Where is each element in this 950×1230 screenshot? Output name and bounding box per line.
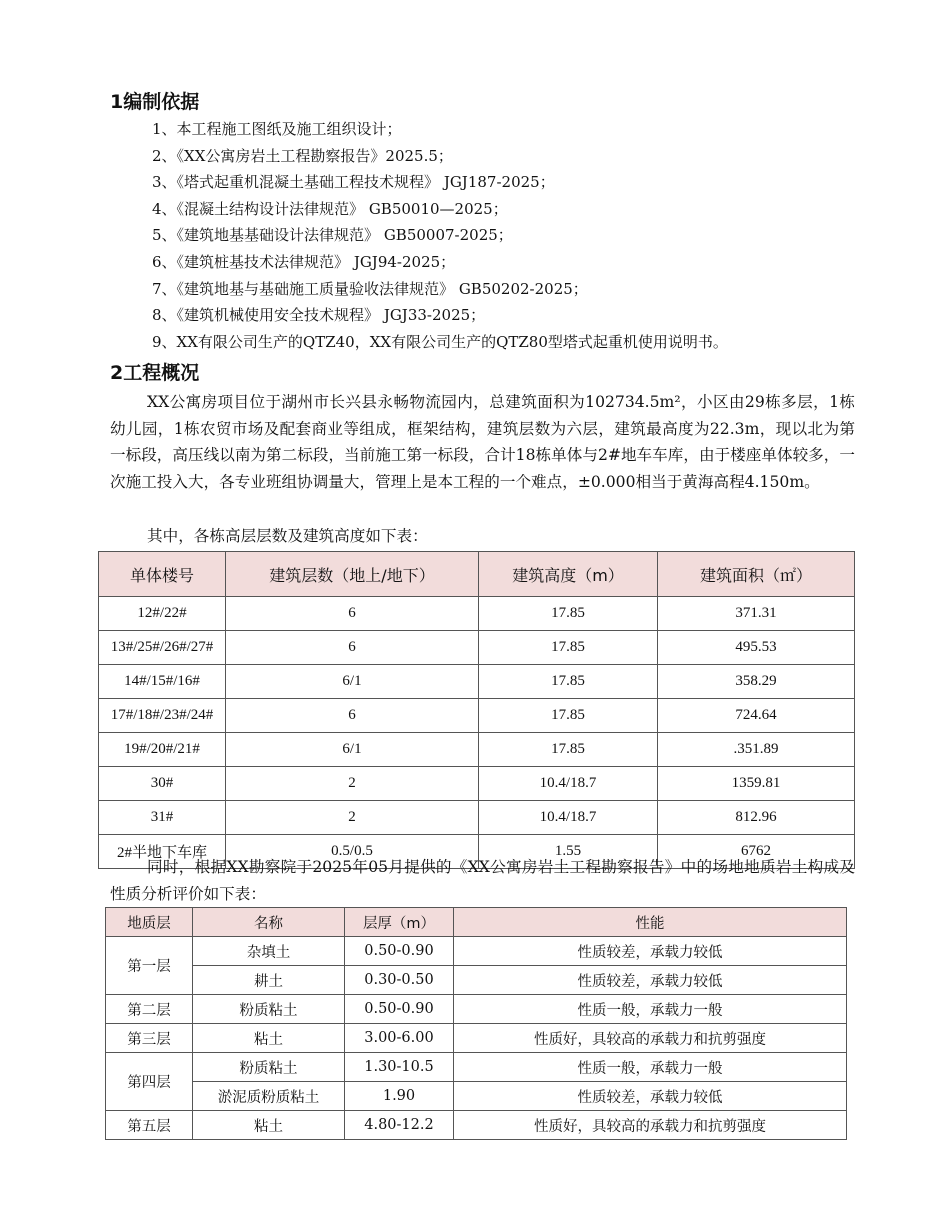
column-header: 名称 — [193, 908, 345, 937]
reference-item: 7、《建筑地基与基础施工质量验收法律规范》 GB50202-2025； — [152, 280, 588, 298]
layer-label: 第四层 — [106, 1053, 193, 1111]
floors: 6/1 — [226, 733, 479, 767]
table1-intro: 其中，各栋高层层数及建筑高度如下表： — [147, 527, 428, 545]
building-id: 14#/15#/16# — [99, 665, 226, 699]
soil-property: 性质好，具较高的承载力和抗剪强度 — [454, 1111, 847, 1140]
floors: 2 — [226, 801, 479, 835]
table-row — [99, 631, 855, 665]
area: 6762 — [658, 835, 855, 869]
area: 1359.81 — [658, 767, 855, 801]
soil-property: 性质较差，承载力较低 — [454, 966, 847, 995]
layer-thickness: 1.90 — [345, 1082, 454, 1111]
reference-item: 2、《XX公寓房岩土工程勘察报告》2025.5； — [152, 147, 453, 165]
reference-item: 6、《建筑桩基技术法律规范》 JGJ94-2025； — [152, 253, 456, 271]
height: 10.4/18.7 — [479, 767, 658, 801]
soil-property: 性质好，具较高的承载力和抗剪强度 — [454, 1024, 847, 1053]
table-row — [99, 767, 855, 801]
height: 17.85 — [479, 631, 658, 665]
floors: 2 — [226, 767, 479, 801]
floors: 6 — [226, 699, 479, 733]
layer-thickness: 1.30-10.5 — [345, 1053, 454, 1082]
layer-label: 第一层 — [106, 937, 193, 995]
table-row — [99, 801, 855, 835]
soil-name: 耕土 — [193, 966, 345, 995]
reference-item: 8、《建筑机械使用安全技术规程》 JGJ33-2025； — [152, 306, 486, 324]
column-header: 建筑层数（地上/地下） — [226, 552, 479, 597]
table-row — [106, 1111, 847, 1140]
soil-name: 粘土 — [193, 1024, 345, 1053]
reference-item: 9、XX有限公司生产的QTZ40，XX有限公司生产的QTZ80型塔式起重机使用说明书。 — [152, 333, 728, 351]
soil-name: 粉质粘土 — [193, 995, 345, 1024]
reference-item: 1、本工程施工图纸及施工组织设计； — [152, 120, 402, 138]
reference-item: 4、《混凝土结构设计法律规范》 GB50010—2025； — [152, 200, 508, 218]
soil-name: 杂填土 — [193, 937, 345, 966]
column-header: 层厚（m） — [345, 908, 454, 937]
height: 17.85 — [479, 733, 658, 767]
layer-label: 第五层 — [106, 1111, 193, 1140]
table-row — [106, 1082, 847, 1111]
area: 724.64 — [658, 699, 855, 733]
height: 17.85 — [479, 665, 658, 699]
soil-property: 性质一般，承载力一般 — [454, 995, 847, 1024]
layer-thickness: 0.30-0.50 — [345, 966, 454, 995]
column-header: 地质层 — [106, 908, 193, 937]
table-row — [106, 1053, 847, 1082]
soil-name: 粘土 — [193, 1111, 345, 1140]
building-id: 17#/18#/23#/24# — [99, 699, 226, 733]
height: 17.85 — [479, 699, 658, 733]
table-row — [106, 966, 847, 995]
building-table — [98, 551, 855, 869]
layer-thickness: 0.50-0.90 — [345, 995, 454, 1024]
building-id: 13#/25#/26#/27# — [99, 631, 226, 665]
layer-thickness: 0.50-0.90 — [345, 937, 454, 966]
layer-label: 第三层 — [106, 1024, 193, 1053]
overview-paragraph: XX公寓房项目位于湖州市长兴县永畅物流园内，总建筑面积为102734.5m²，小区由29栋多层，1栋幼儿园，1栋农贸市场及配套商业等组成，框架结构，建筑层数为六层，建筑最高度为22.3m，现以北为第一标段，高压线以南为第二标段，当前施工第一标段，合计18栋单体与2#地车车库，由于楼座单体较多，一次施工投入大，各专业班组协调量大，管理上是本工程的一个难点，±0.000相当于黄海高程4.150m。 — [110, 393, 855, 491]
area: 812.96 — [658, 801, 855, 835]
area: 371.31 — [658, 597, 855, 631]
table-row — [106, 937, 847, 966]
soil-property: 性质较差，承载力较低 — [454, 1082, 847, 1111]
floors: 6 — [226, 597, 479, 631]
area: 495.53 — [658, 631, 855, 665]
layer-thickness: 3.00-6.00 — [345, 1024, 454, 1053]
section-2-heading: 2工程概况 — [110, 362, 200, 384]
building-id: 2#半地下车库 — [99, 835, 226, 869]
area: .351.89 — [658, 733, 855, 767]
building-id: 19#/20#/21# — [99, 733, 226, 767]
reference-item: 5、《建筑地基基础设计法律规范》 GB50007-2025； — [152, 226, 513, 244]
table-row — [99, 699, 855, 733]
table2-intro: 同时，根据XX勘察院于2025年05月提供的《XX公寓房岩土工程勘察报告》中的场地地质岩土构成及性质分析评价如下表： — [110, 858, 855, 903]
geology-table — [105, 907, 847, 1140]
table-row — [99, 733, 855, 767]
column-header: 单体楼号 — [99, 552, 226, 597]
building-id: 30# — [99, 767, 226, 801]
soil-property: 性质较差，承载力较低 — [454, 937, 847, 966]
floors: 0.5/0.5 — [226, 835, 479, 869]
table-row — [99, 597, 855, 631]
building-id: 12#/22# — [99, 597, 226, 631]
section-1-heading: 1编制依据 — [110, 91, 200, 113]
table-row — [106, 1024, 847, 1053]
column-header: 性能 — [454, 908, 847, 937]
soil-property: 性质一般，承载力一般 — [454, 1053, 847, 1082]
floors: 6/1 — [226, 665, 479, 699]
reference-item: 3、《塔式起重机混凝土基础工程技术规程》 JGJ187-2025； — [152, 173, 555, 191]
table-header-row — [106, 908, 847, 937]
column-header: 建筑高度（m） — [479, 552, 658, 597]
height: 10.4/18.7 — [479, 801, 658, 835]
area: 358.29 — [658, 665, 855, 699]
building-id: 31# — [99, 801, 226, 835]
table-header-row — [99, 552, 855, 597]
soil-name: 粉质粘土 — [193, 1053, 345, 1082]
height: 17.85 — [479, 597, 658, 631]
column-header: 建筑面积（㎡） — [658, 552, 855, 597]
soil-name: 淤泥质粉质粘土 — [193, 1082, 345, 1111]
layer-label: 第二层 — [106, 995, 193, 1024]
table-row — [99, 665, 855, 699]
table-row — [106, 995, 847, 1024]
layer-thickness: 4.80-12.2 — [345, 1111, 454, 1140]
height: 1.55 — [479, 835, 658, 869]
floors: 6 — [226, 631, 479, 665]
